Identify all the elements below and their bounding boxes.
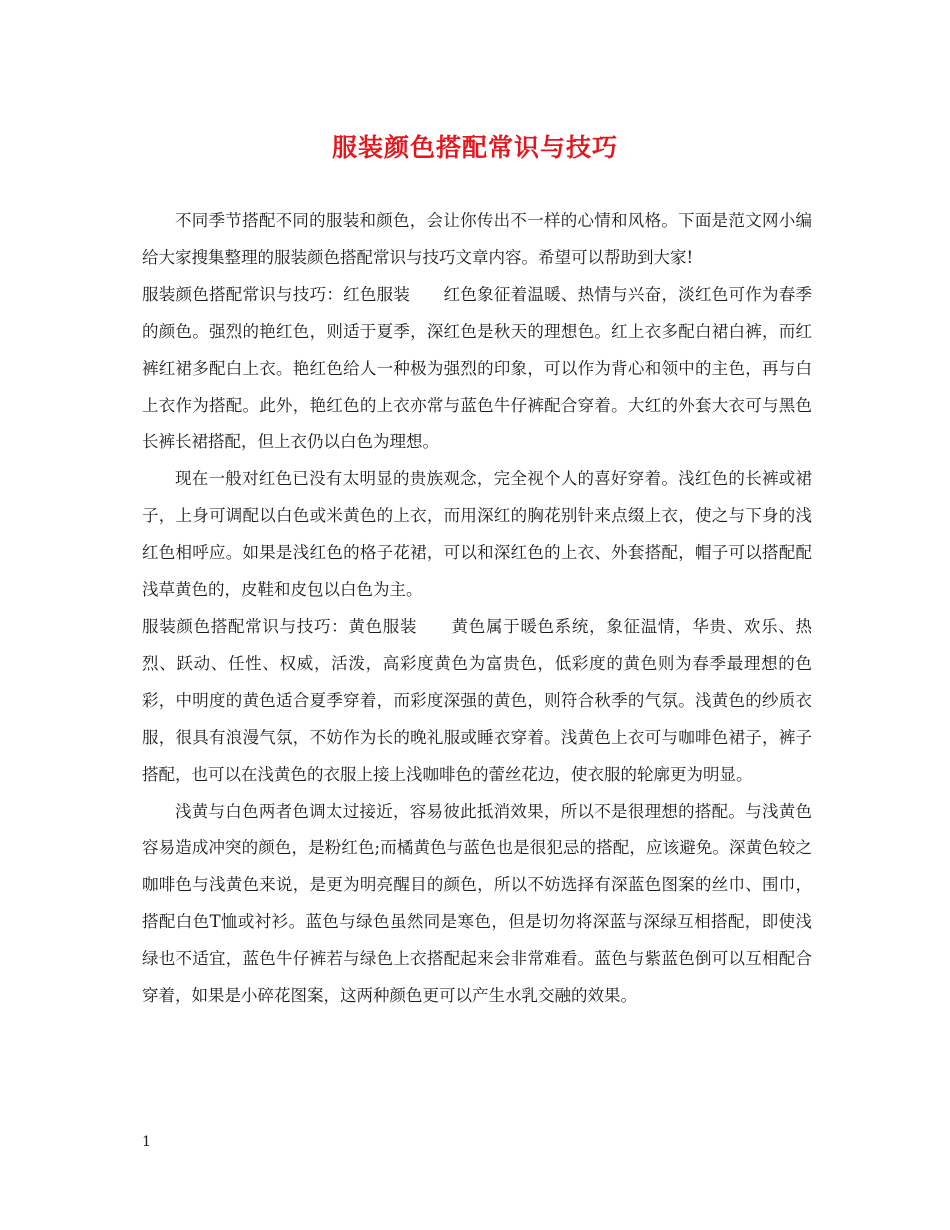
paragraph-intro: 不同季节搭配不同的服装和颜色，会让你传出不一样的心情和风格。下面是范文网小编给大家搜集整理的服装颜色搭配常识与技巧文章内容。希望可以帮助到大家! (142, 211, 812, 267)
paragraph-red-matching: 现在一般对红色已没有太明显的贵族观念，完全视个人的喜好穿着。浅红色的长裤或裙子，上身可调配以白色或米黄色的上衣，而用深红的胸花别针来点缀上衣，使之与下身的浅红色相呼应。如果是浅红色的格子花裙，可以和深红色的上衣、外套搭配，帽子可以搭配配浅草黄色的，皮鞋和皮包以白色为主。 (142, 469, 812, 600)
document-body (142, 203, 812, 1015)
paragraph-yellow-matching: 浅黄与白色两者色调太过接近，容易彼此抵消效果，所以不是很理想的搭配。与浅黄色容易造成冲突的颜色，是粉红色;而橘黄色与蓝色也是很犯忌的搭配，应该避免。深黄色较之咖啡色与浅黄色来说，是更为明亮醒目的颜色，所以不妨选择有深蓝色图案的丝巾、围巾，搭配白色T恤或衬衫。蓝色与绿色虽然同是寒色，但是切勿将深蓝与深绿互相搭配，即使浅绿也不适宜，蓝色牛仔裤若与绿色上衣搭配起来会非常难看。蓝色与紫蓝色倒可以互相配合穿着，如果是小碎花图案，这两种颜色更可以产生水乳交融的效果。 (142, 801, 812, 1006)
page-number: 1 (142, 1134, 151, 1150)
paragraph-red-clothing: 服装颜色搭配常识与技巧：红色服装 红色象征着温暖、热情与兴奋，淡红色可作为春季的颜色。强烈的艳红色，则适于夏季，深红色是秋天的理想色。红上衣多配白裙白裤，而红裤红裙多配白上衣。艳红色给人一种极为强烈的印象，可以作为背心和领中的主色，再与白上衣作为搭配。此外，艳红色的上衣亦常与蓝色牛仔裤配合穿着。大红的外套大衣可与黑色长裤长裙搭配，但上衣仍以白色为理想。 (142, 284, 812, 452)
document-title: 服装颜色搭配常识与技巧 (331, 133, 618, 162)
paragraph-yellow-clothing: 服装颜色搭配常识与技巧：黄色服装 黄色属于暖色系统，象征温情，华贵、欢乐、热烈、跃动、任性、权威，活泼，高彩度黄色为富贵色，低彩度的黄色则为春季最理想的色彩，中明度的黄色适合夏季穿着，而彩度深强的黄色，则符合秋季的气氛。浅黄色的纱质衣服，很具有浪漫气氛，不妨作为长的晚礼服或睡衣穿着。浅黄色上衣可与咖啡色裙子，裤子搭配，也可以在浅黄色的衣服上接上浅咖啡色的蕾丝花边，使衣服的轮廓更为明显。 (142, 616, 812, 784)
